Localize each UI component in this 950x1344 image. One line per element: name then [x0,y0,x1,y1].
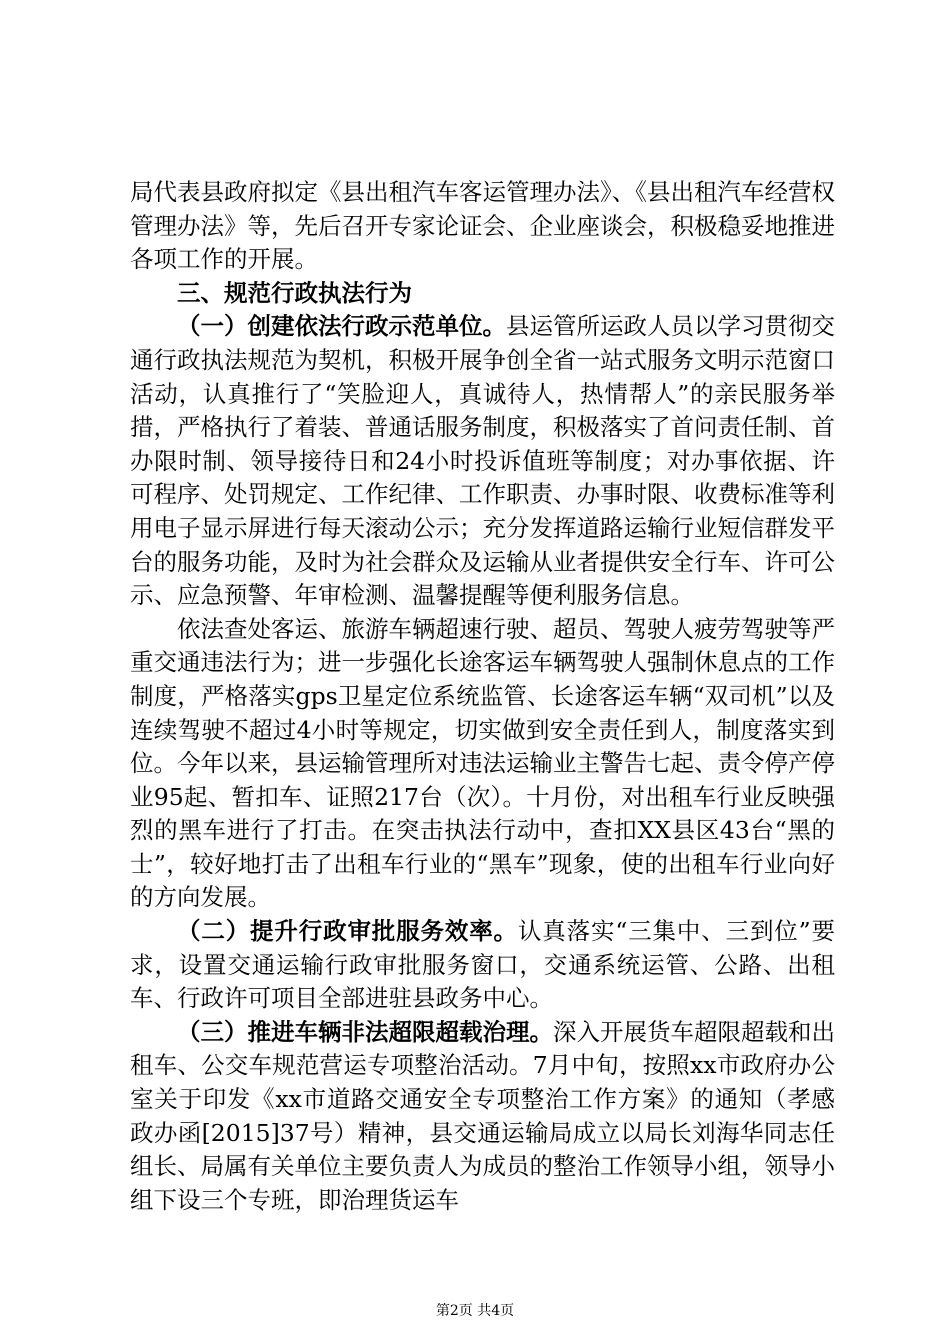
paragraph-enforcement: 依法查处客运、旅游车辆超速行驶、超员、驾驶人疲劳驾驶等严重交通违法行为；进一步强化长途客运车辆驾驶人强制休息点的工作制度，严格落实gps卫星定位系统监管、长途客运车辆“双司机”以及连续驾驶不超过4小时等规定，切实做到安全责任到人，制度落实到位。今年以来，县运输管理所对违法运输业主警告七起、责令停产停业95起、暂扣车、证照217台（次）。十月份，对出租车行业反映强烈的黑车进行了打击。在突击执法行动中，查扣XX县区43台“黑的士”，较好地打击了出租车行业的“黑车”现象，使的出租车行业向好的方向发展。 [130,614,835,912]
subsection-heading: （三）推进车辆非法超限超载治理。 [177,1017,553,1046]
subsection-heading: （一）创建依法行政示范单位。 [177,312,506,341]
section-heading: 三、规范行政执法行为 [177,278,412,307]
paragraph-continuation: 局代表县政府拟定《县出租汽车客运管理办法》、《县出租汽车经营权管理办法》等，先后召开专家论证会、企业座谈会，积极稳妥地推进各项工作的开展。 [130,178,835,274]
page-number-footer: 第2页 共4页 [435,1303,515,1319]
subsection-heading: （二）提升行政审批服务效率。 [177,917,518,946]
paragraph-text: 深入开展货车超限超载和出租车、公交车规范营运专项整治活动。7月中旬，按照xx市政府办公室关于印发《xx市道路交通安全专项整治工作方案》的通知（孝感政办函[2015]37号）精神，县交通运输局成立以局长刘海华同志任组长、局属有关单位主要负责人为成员的整治工作领导小组，领导小组下设三个专班，即治理货运车 [130,1017,835,1214]
paragraph-text: 县运管所运政人员以学习贯彻交通行政执法规范为契机，积极开展争创全省一站式服务文明示范窗口活动，认真推行了“笑脸迎人，真诚待人，热情帮人”的亲民服务举措，严格执行了着装、普通话服务制度，积极落实了首问责任制、首办限时制、领导接待日和24小时投诉值班等制度；对办事依据、许可程序、处罚规定、工作纪律、工作职责、办事时限、收费标准等利用电子显示屏进行每天滚动公示；充分发挥道路运输行业短信群发平台的服务功能，及时为社会群众及运输从业者提供安全行车、许可公示、应急预警、年审检测、温馨提醒等便利服务信息。 [130,312,835,610]
paragraph-subsection-1 [130,310,835,612]
paragraph-text: 认真落实“三集中、三到位”要求，设置交通运输行政审批服务窗口，交通系统运管、公路、出租车、行政许可项目全部进驻县政务中心。 [130,917,836,1013]
document-body [130,176,835,1217]
paragraph-subsection-3 [130,1016,835,1218]
paragraph-subsection-2 [130,915,835,1016]
